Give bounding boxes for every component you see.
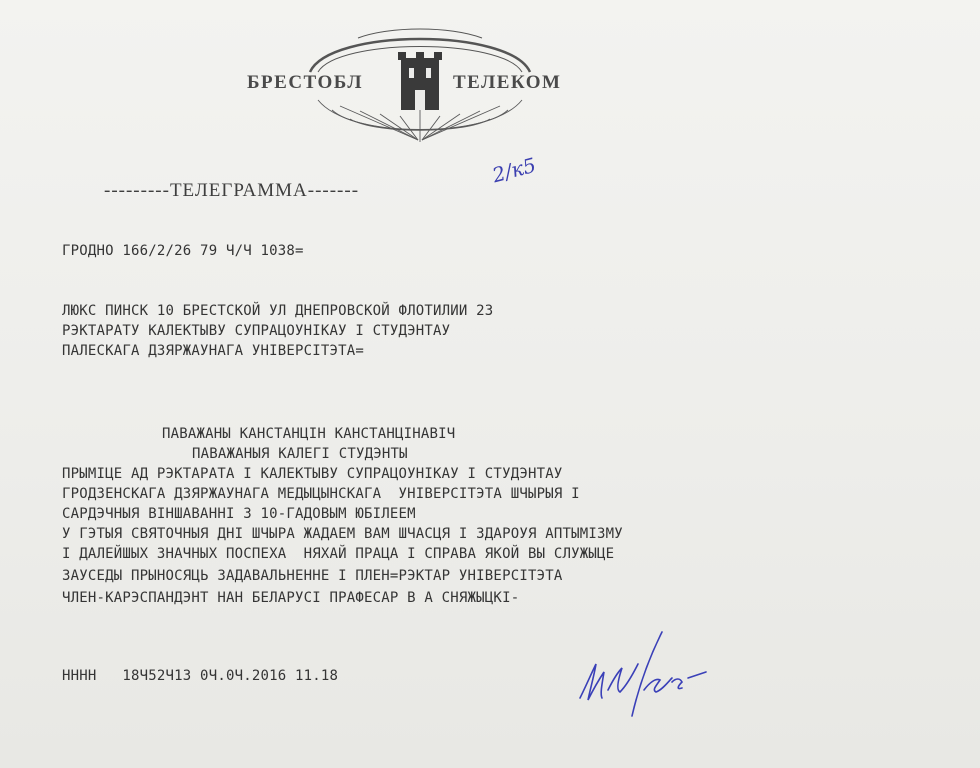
logo-tower-icon xyxy=(398,52,442,110)
address-line: ПАЛЕСКАГА ДЗЯРЖАУНАГА УНІВЕРСІТЭТА= xyxy=(62,343,365,359)
handwritten-signature xyxy=(572,620,712,720)
body-line: ПРЫМІЦЕ АД РЭКТАРАТА І КАЛЕКТЫВУ СУПРАЦОУНІКАУ І СТУДЭНТАУ xyxy=(62,466,563,482)
body-line: І ДАЛЕЙШЫХ ЗНАЧНЫХ ПОСПЕХА НЯХАЙ ПРАЦА І СПРАВА ЯКОЙ ВЫ СЛУЖЫЦЕ xyxy=(62,546,615,562)
body-line: ЗАУСЕДЫ ПРЫНОСЯЦЬ ЗАДАВАЛЬНЕННЕ І ПЛЕН=РЭКТАР УНІВЕРСІТЭТА xyxy=(62,568,563,584)
greeting-line: ПАВАЖАНЫЯ КАЛЕГІ СТУДЭНТЫ xyxy=(192,446,408,462)
footer-line: НННН 18Ч52Ч13 0Ч.0Ч.2016 11.18 xyxy=(62,668,339,684)
handwritten-note: 2/к5 xyxy=(489,152,539,188)
address-line: ЛЮКС ПИНСК 10 БРЕСТСКОЙ УЛ ДНЕПРОВСКОЙ ФЛОТИЛИИ 23 xyxy=(62,303,494,319)
address-line: РЭКТАРАТУ КАЛЕКТЫВУ СУПРАЦОУНІКАУ І СТУДЭНТАУ xyxy=(62,323,451,339)
logo-text-right: ТЕЛЕКОМ xyxy=(453,72,562,93)
telegram-heading: ---------ТЕЛЕГРАММА------- xyxy=(104,180,360,201)
logo-text-left: БРЕСТОБЛ xyxy=(247,72,364,93)
header-line: ГРОДНО 166/2/26 79 Ч/Ч 1038= xyxy=(62,243,304,259)
greeting-line: ПАВАЖАНЫ КАНСТАНЦІН КАНСТАНЦІНАВІЧ xyxy=(162,426,456,442)
body-line: ЧЛЕН-КАРЭСПАНДЭНТ НАН БЕЛАРУСІ ПРАФЕСАР В А СНЯЖЫЦКІ- xyxy=(62,590,520,606)
body-line: ГРОДЗЕНСКАГА ДЗЯРЖАУНАГА МЕДЫЦЫНСКАГА УНІВЕРСІТЭТА ШЧЫРЫЯ І xyxy=(62,486,580,502)
body-line: САРДЭЧНЫЯ ВІНШАВАННІ З 10-ГАДОВЫМ ЮБІЛЕЕМ xyxy=(62,506,416,522)
body-line: У ГЭТЫЯ СВЯТОЧНЫЯ ДНІ ШЧЫРА ЖАДАЕМ ВАМ ШЧАСЦЯ І ЗДАРОУЯ АПТЫМІЗМУ xyxy=(62,526,623,542)
